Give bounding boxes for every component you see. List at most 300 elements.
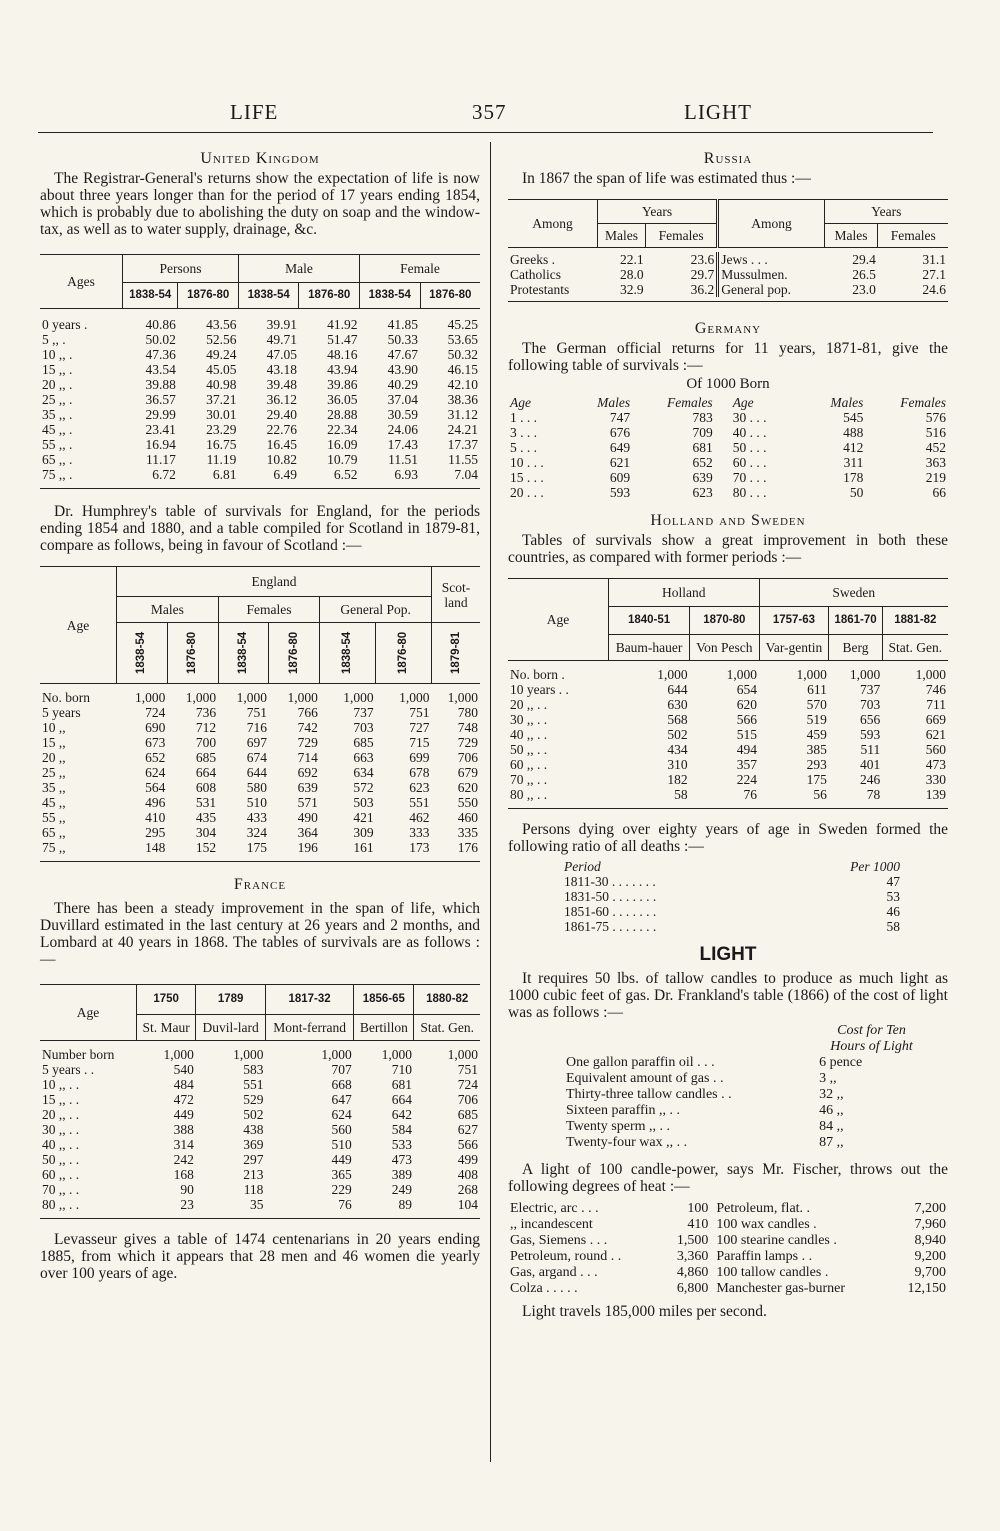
germany-row [508, 425, 948, 440]
humphrey-row-cell: 639 [297, 780, 318, 795]
germany-row-cell: 20 . . . [510, 485, 544, 500]
humphrey-row-cell: 571 [297, 795, 318, 810]
hs-row-cell: 1,000 [726, 667, 758, 682]
uk-row-cell: 47.67 [387, 347, 419, 362]
russia-among: Among [718, 200, 824, 248]
france-row-cell: 168 [173, 1167, 194, 1182]
period-label: Period [564, 859, 601, 874]
france-row-cell: 242 [173, 1152, 194, 1167]
france-row-cell: 1,000 [447, 1047, 478, 1062]
humphrey-period [320, 623, 376, 684]
humphrey-row-cell: 572 [353, 780, 374, 795]
uk-row-cell: 39.48 [266, 377, 297, 392]
germany-subtitle: Of 1000 Born [686, 376, 770, 392]
hs-row-cell: 459 [806, 727, 827, 742]
france-row [40, 1167, 480, 1182]
uk-row-cell: 11.19 [206, 452, 237, 467]
hs-row-cell: 703 [859, 697, 881, 712]
heat-row [508, 1217, 948, 1233]
humphrey-row-cell: 490 [297, 810, 318, 825]
humphrey-row-cell: 700 [195, 735, 217, 750]
humphrey-row-cell: 742 [297, 720, 318, 735]
cost-row [564, 1071, 934, 1087]
france-row-cell: 624 [331, 1107, 352, 1122]
sweden-ratio-table [562, 859, 902, 934]
humphrey-row-cell: 550 [457, 795, 478, 810]
humphrey-row-cell: 634 [353, 765, 374, 780]
ratio-row-cell: 1831-50 . . . . . . . [564, 889, 657, 904]
uk-row-cell: 49.24 [206, 347, 237, 362]
france-row-cell: 1,000 [163, 1047, 194, 1062]
hs-row-cell: 10 years . . [510, 682, 569, 697]
germany-row-cell: 516 [925, 425, 946, 440]
humphrey-row-cell: 333 [409, 825, 430, 840]
uk-group: Male [238, 255, 359, 283]
france-row-cell: 1,000 [381, 1047, 412, 1062]
russia-row-right-cell: 27.1 [922, 267, 946, 282]
russia-females: Females [646, 224, 718, 248]
france-row [40, 1062, 480, 1077]
cost-row [564, 1135, 934, 1151]
france-row-cell: 213 [243, 1167, 264, 1182]
germany-row-cell: 50 . . . [732, 440, 767, 455]
hs-row-cell: 746 [925, 682, 946, 697]
russia-males: Males [824, 224, 878, 248]
per-label: Per 1000 [850, 859, 900, 874]
light-speed: Light travels 185,000 miles per second. [522, 1303, 767, 1320]
heat-row [508, 1249, 948, 1265]
france-row-cell: 583 [243, 1062, 264, 1077]
germany-row-cell: 593 [609, 485, 631, 500]
germany-row-cell: 30 . . . [732, 410, 767, 425]
hs-year: 1840-51 [609, 607, 690, 635]
humphrey-row-cell: 25 ,, [42, 765, 66, 780]
uk-row-cell: 29.99 [145, 407, 176, 422]
russia-males: Males [597, 224, 645, 248]
france-row-cell: 710 [391, 1062, 412, 1077]
uk-row-cell: 47.05 [266, 347, 297, 362]
uk-row-cell: 6.49 [273, 467, 297, 482]
humphrey-row [40, 840, 480, 855]
uk-row-cell: 75 ,, . [42, 467, 73, 482]
heat-row-cell: 4,860 [676, 1265, 709, 1280]
heat-table [508, 1201, 948, 1297]
humphrey-row-cell: 433 [246, 810, 267, 825]
humphrey-table [40, 566, 480, 855]
germany-row-cell: 70 . . . [732, 470, 767, 485]
hs-row-cell: 76 [743, 787, 758, 802]
france-row-cell: 369 [243, 1137, 264, 1152]
humphrey-period-label: 1879-81 [449, 631, 462, 675]
russia-row-left-cell: Catholics [510, 267, 561, 282]
uk-row-cell: 24.21 [447, 422, 478, 437]
france-row-cell: 35 [249, 1197, 264, 1212]
uk-row-cell: 35 ,, . [42, 407, 73, 422]
humphrey-row-cell: 673 [145, 735, 166, 750]
humphrey-period-label: 1838-54 [237, 631, 250, 675]
humphrey-period-label: 1876-80 [186, 631, 199, 675]
russia-years: Years [597, 200, 717, 224]
germany-row [508, 410, 948, 425]
cost-row-cell: One gallon paraffin oil . . . [566, 1055, 715, 1070]
hs-row-cell: 401 [859, 757, 881, 772]
france-row-cell: 104 [457, 1197, 478, 1212]
ratio-row [562, 874, 902, 889]
humphrey-row-cell: 324 [246, 825, 267, 840]
heat-row-cell: 9,700 [914, 1265, 946, 1280]
uk-row-cell: 10.79 [327, 452, 358, 467]
uk-row-cell: 10.82 [266, 452, 297, 467]
germany-row-cell: 1 . . . [510, 410, 537, 425]
humphrey-row-cell: 196 [297, 840, 318, 855]
france-row-cell: 751 [457, 1062, 478, 1077]
uk-row-cell: 0 years . [42, 317, 88, 332]
humphrey-period [117, 623, 168, 684]
ratio-row-cell: 1861-75 . . . . . . . [564, 919, 657, 934]
humphrey-row-cell: 737 [353, 705, 374, 720]
humphrey-row [40, 795, 480, 810]
france-row-cell: 40 ,, . . [42, 1137, 80, 1152]
russia-row-right-cell: 29.4 [852, 252, 876, 267]
humphrey-row-cell: 304 [195, 825, 217, 840]
france-row [40, 1137, 480, 1152]
humphrey-row [40, 690, 480, 705]
cost-header: Hours of Light [830, 1039, 913, 1054]
humphrey-row-cell: 692 [297, 765, 318, 780]
france-row-cell: 438 [243, 1122, 264, 1137]
france-row-cell: 10 ,, . . [42, 1077, 80, 1092]
france-row-cell: 668 [331, 1077, 352, 1092]
germany-row [508, 470, 948, 485]
heat-row-cell: 9,200 [914, 1249, 946, 1264]
germany-row-cell: 709 [692, 425, 713, 440]
uk-row-cell: 36.57 [145, 392, 176, 407]
heat-row-cell: Electric, arc . . . [510, 1201, 599, 1216]
germany-text: The German official returns for 11 years, 1871-81, give the following table of survivals :— [508, 340, 948, 374]
humphrey-row-cell: 644 [246, 765, 267, 780]
hs-author: Baum-hauer [609, 635, 690, 661]
france-row-cell: 706 [457, 1092, 478, 1107]
humphrey-row-cell: 176 [457, 840, 478, 855]
russia-text: In 1867 the span of life was estimated thus :— [522, 170, 811, 187]
france-year: 1880-82 [414, 985, 480, 1015]
germany-row-cell: 5 . . . [510, 440, 537, 455]
uk-row-cell: 30.01 [206, 407, 237, 422]
humphrey-row-cell: 1,000 [185, 690, 217, 705]
uk-row-cell: 52.56 [206, 332, 237, 347]
header-rule [38, 132, 933, 133]
hs-row-cell: 593 [859, 727, 881, 742]
russia-years: Years [824, 200, 948, 224]
uk-period: 1876-80 [178, 283, 239, 309]
uk-period: 1838-54 [123, 283, 178, 309]
hs-row [508, 742, 948, 757]
france-row-cell: 1,000 [233, 1047, 264, 1062]
humphrey-row [40, 735, 480, 750]
france-row-cell: 118 [243, 1182, 264, 1197]
russia-row-left-cell: Protestants [510, 282, 570, 297]
germany-col: Age [732, 395, 754, 410]
hs-row [508, 772, 948, 787]
uk-row-cell: 51.47 [327, 332, 358, 347]
germany-row-cell: 40 . . . [732, 425, 767, 440]
humphrey-row-cell: 148 [145, 840, 166, 855]
hs-row-cell: 502 [667, 727, 688, 742]
ratio-row-cell: 1811-30 . . . . . . . [564, 874, 656, 889]
hs-row-cell: 385 [806, 742, 827, 757]
uk-row [40, 362, 480, 377]
hs-row-cell: 511 [860, 742, 881, 757]
france-row-cell: 365 [331, 1167, 352, 1182]
scotland-label: Scot-land [432, 567, 481, 623]
russia-females: Females [878, 224, 948, 248]
uk-intro: The Registrar-General's returns show the expectation of life is now about three years longer than for the period of 17 years ending 1854, which is probably due to abolishing the duty on soap and the window-tax, as well as to water supply, drainage, &c. [40, 170, 480, 238]
humphrey-row-cell: 729 [457, 735, 478, 750]
russia-table [508, 199, 948, 297]
france-row-cell: 685 [457, 1107, 478, 1122]
france-age-label: Age [40, 985, 137, 1041]
france-row-cell: 90 [180, 1182, 194, 1197]
humphrey-row-cell: 309 [353, 825, 374, 840]
humphrey-row-cell: 175 [246, 840, 267, 855]
cost-row [564, 1119, 934, 1135]
humphrey-row-cell: 503 [353, 795, 374, 810]
france-row-cell: 60 ,, . . [42, 1167, 80, 1182]
humphrey-row-cell: 751 [246, 705, 267, 720]
hs-row-cell: 20 ,, . . [510, 697, 548, 712]
hs-row-cell: 224 [736, 772, 758, 787]
uk-row-cell: 55 ,, . [42, 437, 73, 452]
england-label: England [117, 567, 432, 597]
germany-row-cell: 488 [843, 425, 864, 440]
uk-row-cell: 50.32 [447, 347, 478, 362]
uk-row-cell: 50.02 [145, 332, 176, 347]
hs-row-cell: 654 [736, 682, 758, 697]
humphrey-row-cell: 364 [297, 825, 318, 840]
france-author: Bertillon [354, 1015, 414, 1041]
cost-row-cell: 3 ,, [819, 1071, 837, 1086]
heat-row-cell: Paraffin lamps . . [716, 1249, 813, 1264]
france-row-cell: 510 [331, 1137, 352, 1152]
hs-row-cell: 56 [813, 787, 827, 802]
humphrey-row-cell: 674 [246, 750, 267, 765]
uk-row-cell: 6.81 [212, 467, 237, 482]
france-row-cell: 664 [391, 1092, 412, 1107]
hs-row [508, 682, 948, 697]
heat-row-cell: 100 wax candles . [716, 1217, 817, 1232]
uk-row [40, 377, 480, 392]
hs-row-cell: 711 [926, 697, 946, 712]
france-row-cell: 408 [457, 1167, 478, 1182]
running-head-right: LIGHT [684, 100, 752, 124]
france-row [40, 1047, 480, 1062]
uk-row-cell: 39.88 [145, 377, 176, 392]
humphrey-row-cell: 510 [246, 795, 267, 810]
ratio-row-cell: 53 [886, 889, 900, 904]
france-row-cell: 551 [243, 1077, 264, 1092]
france-row-cell: 89 [398, 1197, 412, 1212]
france-row-cell: 5 years . . [42, 1062, 95, 1077]
heat-row-cell: ,, incandescent [510, 1217, 593, 1232]
france-row-cell: 30 ,, . . [42, 1122, 80, 1137]
heat-row [508, 1233, 948, 1249]
uk-row [40, 392, 480, 407]
hs-row [508, 727, 948, 742]
humphrey-row-cell: 435 [195, 810, 217, 825]
humphrey-row-cell: 20 ,, [42, 750, 66, 765]
uk-row-cell: 43.56 [206, 317, 237, 332]
humphrey-text: Dr. Humphrey's table of survivals for England, for the periods ending 1854 and 1880, and a table compiled for Scotland in 1879-81, compare as follows, being in favour of Scotland :— [40, 503, 480, 554]
humphrey-row-cell: 410 [145, 810, 166, 825]
hs-year: 1881-82 [882, 607, 948, 635]
france-row-cell: 20 ,, . . [42, 1107, 80, 1122]
france-row-cell: 15 ,, . . [42, 1092, 80, 1107]
germany-heading: Germany [694, 320, 762, 337]
heat-row-cell: Gas, Siemens . . . [510, 1233, 608, 1248]
russia-row-right-cell: 31.1 [922, 252, 946, 267]
russia-row-left-cell: 28.0 [619, 267, 644, 282]
humphrey-row-cell: 664 [195, 765, 217, 780]
uk-row-cell: 23.41 [145, 422, 176, 437]
uk-group: Female [360, 255, 481, 283]
hs-year: 1861-70 [829, 607, 882, 635]
france-row-cell: 647 [331, 1092, 352, 1107]
humphrey-row-cell: 724 [145, 705, 166, 720]
germany-row-cell: 452 [925, 440, 946, 455]
right-column [508, 146, 948, 1320]
humphrey-group: Females [218, 597, 320, 623]
france-row-cell: 297 [243, 1152, 264, 1167]
humphrey-age-label: Age [40, 567, 117, 684]
hs-row-cell: 40 ,, . . [510, 727, 548, 742]
hs-row-cell: 519 [806, 712, 827, 727]
uk-row-cell: 22.76 [266, 422, 297, 437]
hs-row-cell: 310 [667, 757, 688, 772]
uk-row-cell: 11.55 [448, 452, 478, 467]
hs-row-cell: 434 [667, 742, 688, 757]
uk-heading: United Kingdom [200, 150, 320, 167]
france-row-cell: 560 [331, 1122, 352, 1137]
ratio-row [562, 904, 902, 919]
russia-row-left-cell: 36.2 [690, 282, 715, 297]
france-year: 1856-65 [354, 985, 414, 1015]
uk-row [40, 467, 480, 482]
germany-col: Females [666, 395, 713, 410]
uk-row-cell: 38.36 [447, 392, 478, 407]
france-row-cell: 533 [391, 1137, 412, 1152]
humphrey-row-cell: 663 [353, 750, 374, 765]
cost-row-cell: 87 ,, [819, 1135, 844, 1150]
uk-row-cell: 37.21 [206, 392, 237, 407]
heat-row-cell: 7,960 [914, 1217, 946, 1232]
humphrey-row [40, 705, 480, 720]
hs-row-cell: 611 [807, 682, 827, 697]
france-text: There has been a steady improvement in the span of life, which Duvillard estimated in the last century at 26 years and 2 months, and Lombard at 40 years in 1868. The tables of survivals are as follows :— [40, 900, 480, 968]
france-row-cell: 268 [457, 1182, 478, 1197]
humphrey-row-cell: 55 ,, [42, 810, 66, 825]
germany-table [508, 395, 948, 500]
holland-sweden-heading: Holland and Sweden [650, 512, 806, 529]
hs-row-cell: 80 ,, . . [510, 787, 548, 802]
fischer-text: A light of 100 candle-power, says Mr. Fischer, throws out the following degrees of heat :— [508, 1161, 948, 1195]
hs-row-cell: 560 [925, 742, 946, 757]
humphrey-row-cell: 1,000 [287, 690, 318, 705]
humphrey-row-cell: 624 [145, 765, 166, 780]
humphrey-row-cell: 10 ,, [42, 720, 66, 735]
uk-row-cell: 16.09 [327, 437, 358, 452]
uk-row-cell: 29.40 [266, 407, 297, 422]
uk-row-cell: 41.92 [327, 317, 358, 332]
ratio-row [562, 919, 902, 934]
france-author: Stat. Gen. [414, 1015, 480, 1041]
humphrey-row-cell: 421 [353, 810, 374, 825]
hs-row-cell: 246 [859, 772, 881, 787]
uk-row-cell: 11.17 [146, 452, 176, 467]
humphrey-row-cell: 727 [409, 720, 430, 735]
uk-row-cell: 50.33 [387, 332, 419, 347]
levasseur-text: Levasseur gives a table of 1474 centenarians in 20 years ending 1885, from which it appears that 28 men and 46 women die yearly over 100 years of age. [40, 1231, 480, 1282]
uk-row-cell: 53.65 [447, 332, 478, 347]
france-heading: France [233, 876, 287, 893]
humphrey-row-cell: 460 [457, 810, 478, 825]
france-row-cell: 50 ,, . . [42, 1152, 80, 1167]
uk-row-cell: 40.98 [206, 377, 237, 392]
hs-row-cell: 737 [859, 682, 881, 697]
humphrey-row-cell: 748 [457, 720, 478, 735]
france-row-cell: 681 [391, 1077, 412, 1092]
france-row [40, 1107, 480, 1122]
hs-row-cell: 330 [925, 772, 946, 787]
germany-row [508, 455, 948, 470]
heat-row-cell: 1,500 [676, 1233, 709, 1248]
uk-row-cell: 36.12 [266, 392, 297, 407]
uk-row-cell: 31.12 [447, 407, 478, 422]
light-text: It requires 50 lbs. of tallow candles to produce as much light as 1000 cubic feet of gas. Dr. Frankland's table (1866) of the cost of light was as follows :— [508, 970, 948, 1021]
humphrey-row-cell: 1,000 [447, 690, 478, 705]
hs-row-cell: 515 [736, 727, 758, 742]
uk-row-cell: 25 ,, . [42, 392, 73, 407]
uk-row-cell: 46.15 [447, 362, 478, 377]
uk-row-cell: 10 ,, . [42, 347, 73, 362]
humphrey-row-cell: 551 [409, 795, 430, 810]
germany-row-cell: 412 [843, 440, 864, 455]
hs-row [508, 787, 948, 802]
column-divider [490, 142, 491, 1462]
france-row-cell: 566 [457, 1137, 478, 1152]
humphrey-row-cell: 678 [409, 765, 430, 780]
hs-country: Sweden [759, 579, 948, 607]
germany-row-cell: 50 [849, 485, 864, 500]
hs-row-cell: 182 [667, 772, 688, 787]
france-row-cell: 484 [173, 1077, 194, 1092]
humphrey-period [432, 623, 481, 684]
france-table [40, 984, 480, 1212]
humphrey-row-cell: 580 [246, 780, 267, 795]
humphrey-row-cell: 766 [297, 705, 318, 720]
germany-row-cell: 3 . . . [510, 425, 537, 440]
uk-row-cell: 16.75 [206, 437, 237, 452]
heat-row-cell: Petroleum, round . . [510, 1249, 622, 1264]
russia-row-right-cell: Mussulmen. [718, 267, 824, 282]
germany-row-cell: 80 . . . [732, 485, 767, 500]
uk-row-cell: 20 ,, . [42, 377, 73, 392]
uk-row-cell: 45.25 [447, 317, 478, 332]
russia-row-left-cell: Greeks . [510, 252, 555, 267]
sweden-eighty-text: Persons dying over eighty years of age in Sweden formed the following ratio of all deaths :— [508, 821, 948, 855]
uk-row-cell: 45 ,, . [42, 422, 73, 437]
humphrey-row [40, 750, 480, 765]
humphrey-row-cell: 152 [195, 840, 217, 855]
